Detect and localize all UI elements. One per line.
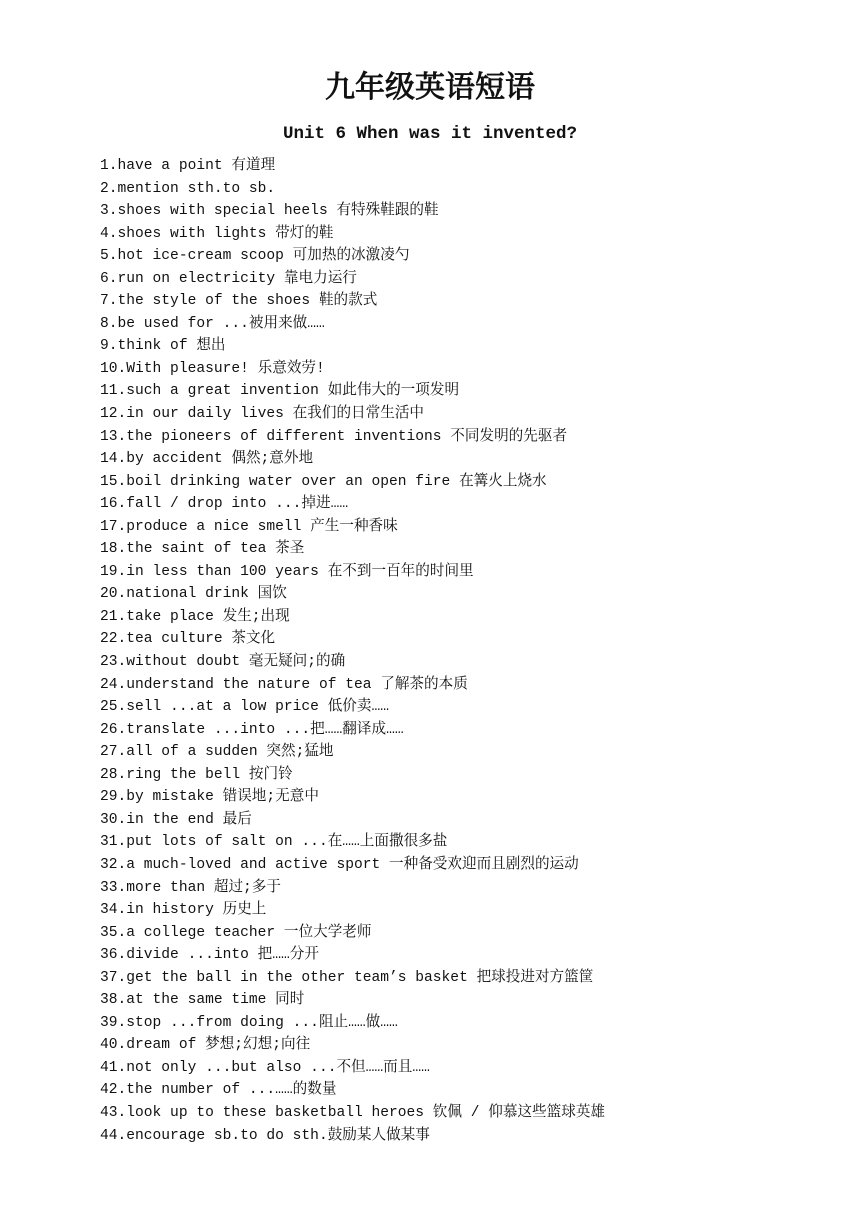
phrase-item: 23.without doubt 毫无疑问;的确 — [100, 654, 346, 671]
phrase-item: 15.boil drinking water over an open fire 在篝火上烧水 — [100, 473, 547, 490]
phrase-item: 29.by mistake 错误地;无意中 — [100, 789, 319, 806]
phrase-item: 34.in history 历史上 — [100, 902, 267, 919]
phrase-item: 2.mention sth.to sb. — [100, 180, 276, 197]
phrase-item: 5.hot ice-cream scoop 可加热的冰激凌勺 — [100, 248, 410, 265]
phrase-item: 36.divide ...into 把……分开 — [100, 947, 319, 964]
phrase-item: 21.take place 发生;出现 — [100, 608, 290, 625]
phrase-item: 37.get the ball in the other team’s basket 把球投进对方篮筐 — [100, 969, 594, 986]
phrase-item: 12.in our daily lives 在我们的日常生活中 — [100, 406, 425, 423]
phrase-item: 22.tea culture 茶文化 — [100, 631, 276, 648]
phrase-item: 11.such a great invention 如此伟大的一项发明 — [100, 383, 460, 400]
phrase-item: 1.have a point 有道理 — [100, 158, 276, 174]
phrase-item: 14.by accident 偶然;意外地 — [100, 451, 314, 468]
phrase-item: 40.dream of 梦想;幻想;向往 — [100, 1037, 311, 1054]
phrase-item: 17.produce a nice smell 产生一种香味 — [100, 518, 398, 535]
phrase-item: 24.understand the nature of tea 了解茶的本质 — [100, 676, 468, 693]
phrase-item: 18.the saint of tea 茶圣 — [100, 541, 305, 558]
phrase-item: 27.all of a sudden 突然;猛地 — [100, 744, 334, 761]
phrase-item: 26.translate ...into ...把……翻译成…… — [100, 721, 404, 738]
phrase-item: 3.shoes with special heels 有特殊鞋跟的鞋 — [100, 203, 439, 220]
phrase-item: 20.national drink 国饮 — [100, 586, 287, 603]
phrase-item: 32.a much-loved and active sport 一种备受欢迎而且剧烈的运动 — [100, 856, 579, 873]
phrase-item: 16.fall / drop into ...掉进…… — [100, 496, 349, 513]
unit-title: Unit 6 When was it invented? — [282, 124, 578, 144]
phrase-item: 42.the number of ...……的数量 — [100, 1082, 337, 1099]
phrase-item: 33.more than 超过;多于 — [100, 879, 281, 896]
phrase-item: 19.in less than 100 years 在不到一百年的时间里 — [100, 563, 474, 580]
phrase-item: 39.stop ...from doing ...阻止……做…… — [100, 1014, 398, 1031]
phrase-item: 44.encourage sb.to do sth.鼓励某人做某事 — [100, 1127, 430, 1144]
phrase-item: 13.the pioneers of different inventions 不同发明的先驱者 — [100, 428, 568, 445]
document-title: 九年级英语短语 — [325, 70, 535, 105]
phrase-item: 43.look up to these basketball heroes 钦佩 / 仰慕这些篮球英雄 — [100, 1104, 606, 1121]
phrase-item: 7.the style of the shoes 鞋的款式 — [100, 293, 378, 310]
phrase-item: 35.a college teacher 一位大学老师 — [100, 924, 372, 941]
phrase-item: 4.shoes with lights 带灯的鞋 — [100, 225, 334, 242]
phrase-item: 31.put lots of salt on ...在……上面撒很多盐 — [100, 834, 448, 851]
phrase-item: 10.With pleasure! 乐意效劳! — [100, 360, 325, 377]
phrase-list — [100, 155, 840, 1147]
phrase-item: 38.at the same time 同时 — [100, 992, 305, 1009]
phrase-item: 28.ring the bell 按门铃 — [100, 766, 293, 783]
phrase-item: 6.run on electricity 靠电力运行 — [100, 270, 357, 287]
phrase-item: 9.think of 想出 — [100, 338, 226, 355]
phrase-item: 8.be used for ...被用来做…… — [100, 315, 325, 332]
phrase-item: 25.sell ...at a low price 低价卖…… — [100, 699, 389, 716]
phrase-item: 30.in the end 最后 — [100, 811, 252, 828]
phrase-item: 41.not only ...but also ...不但……而且…… — [100, 1059, 430, 1076]
